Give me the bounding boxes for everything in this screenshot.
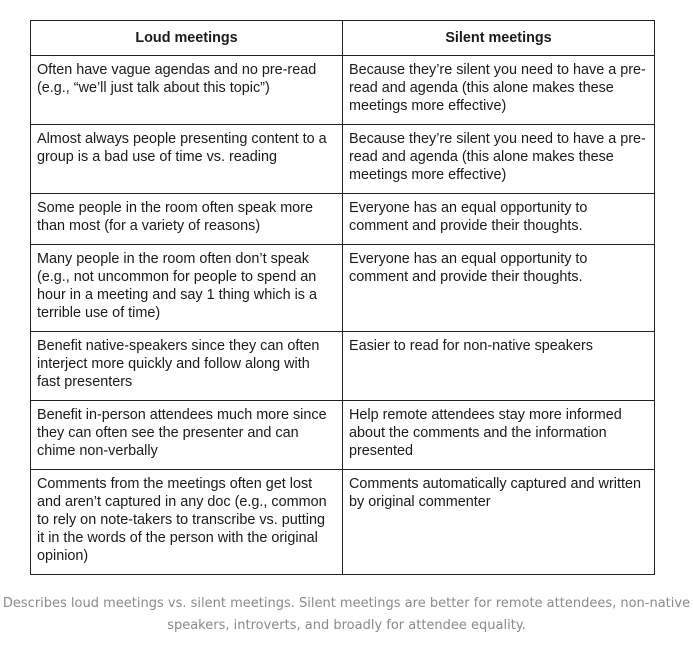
silent-cell: Easier to read for non-native speakers xyxy=(343,332,655,401)
silent-cell: Because they’re silent you need to have a pre-read and agenda (this alone makes these meetings more effective) xyxy=(343,56,655,125)
table-row xyxy=(31,194,655,245)
table-row xyxy=(31,401,655,470)
table-header-row xyxy=(31,21,655,56)
silent-cell: Everyone has an equal opportunity to comment and provide their thoughts. xyxy=(343,245,655,332)
silent-cell: Because they’re silent you need to have a pre-read and agenda (this alone makes these meetings more effective) xyxy=(343,125,655,194)
table-row xyxy=(31,332,655,401)
table-row xyxy=(31,470,655,575)
loud-cell: Often have vague agendas and no pre-read (e.g., “we’ll just talk about this topic”) xyxy=(31,56,343,125)
comparison-figure xyxy=(30,20,654,575)
loud-cell: Some people in the room often speak more than most (for a variety of reasons) xyxy=(31,194,343,245)
table-row xyxy=(31,245,655,332)
silent-cell: Everyone has an equal opportunity to comment and provide their thoughts. xyxy=(343,194,655,245)
loud-cell: Benefit in-person attendees much more since they can often see the presenter and can chime non-verbally xyxy=(31,401,343,470)
loud-cell: Benefit native-speakers since they can often interject more quickly and follow along with fast presenters xyxy=(31,332,343,401)
loud-cell: Comments from the meetings often get lost and aren’t captured in any doc (e.g., common to rely on note-takers to transcribe vs. putting it in the words of the person with the original opinion) xyxy=(31,470,343,575)
loud-cell: Many people in the room often don’t speak (e.g., not uncommon for people to spend an hour in a meeting and say 1 thing which is a terrible use of time) xyxy=(31,245,343,332)
header-loud-meetings: Loud meetings xyxy=(31,21,343,56)
silent-cell: Comments automatically captured and written by original commenter xyxy=(343,470,655,575)
comparison-table xyxy=(30,20,655,575)
table-row xyxy=(31,125,655,194)
figure-caption: Describes loud meetings vs. silent meetings. Silent meetings are better for remote attendees, non-native speakers, introverts, and broadly for attendee equality. xyxy=(2,596,691,633)
table-row xyxy=(31,56,655,125)
silent-cell: Help remote attendees stay more informed about the comments and the information presented xyxy=(343,401,655,470)
loud-cell: Almost always people presenting content to a group is a bad use of time vs. reading xyxy=(31,125,343,194)
header-silent-meetings: Silent meetings xyxy=(343,21,655,56)
